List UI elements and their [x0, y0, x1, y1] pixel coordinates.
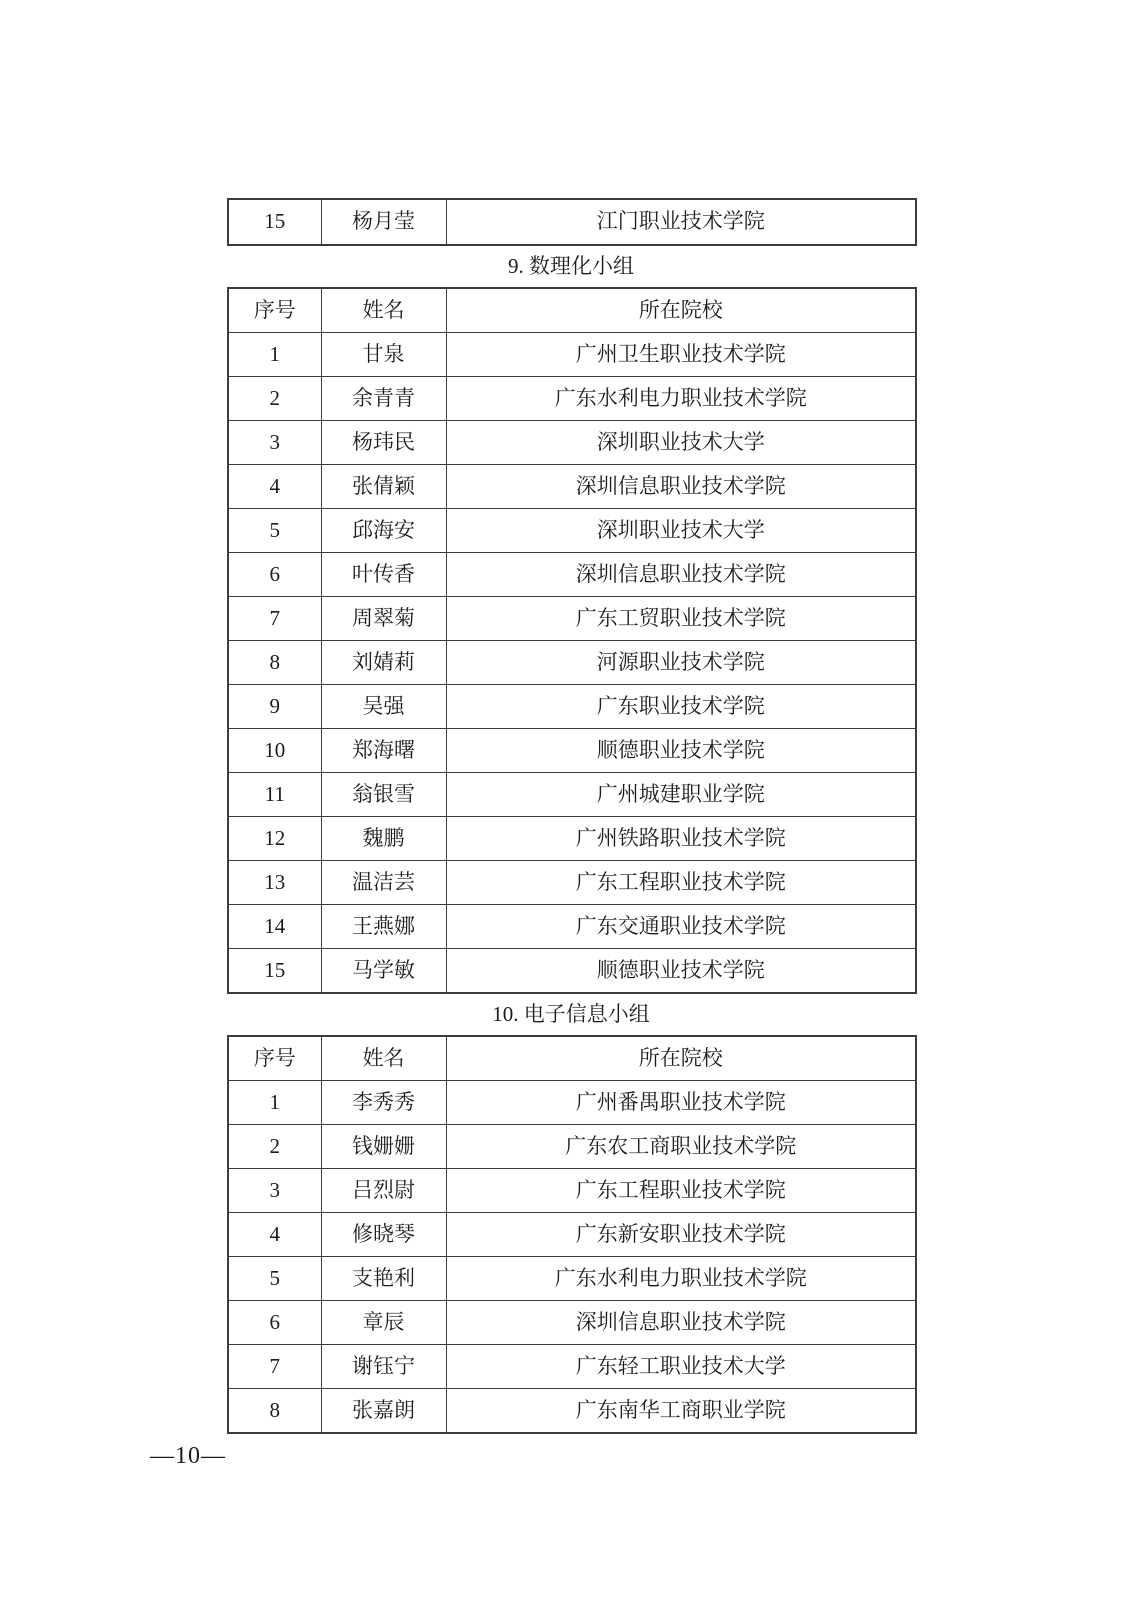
cell-school: 江门职业技术学院: [446, 199, 916, 245]
cell-name: 钱姗姗: [321, 1125, 446, 1169]
table-header-row: [228, 288, 916, 333]
table-row: [228, 729, 916, 773]
cell-serial: 13: [228, 861, 321, 905]
cell-serial: 15: [228, 199, 321, 245]
table-row: [228, 1345, 916, 1389]
cell-serial: 4: [228, 465, 321, 509]
cell-name: 章辰: [321, 1301, 446, 1345]
cell-school: 广东工贸职业技术学院: [446, 597, 916, 641]
group-10-table: [227, 1035, 917, 1434]
cell-school: 广东工程职业技术学院: [446, 861, 916, 905]
table-row: [228, 641, 916, 685]
cell-name: 王燕娜: [321, 905, 446, 949]
cell-serial: 2: [228, 1125, 321, 1169]
cell-name: 邱海安: [321, 509, 446, 553]
header-serial: 序号: [228, 288, 321, 333]
table-row: [228, 553, 916, 597]
cell-serial: 2: [228, 377, 321, 421]
table-row: [228, 199, 916, 245]
header-school: 所在院校: [446, 1036, 916, 1081]
cell-name: 叶传香: [321, 553, 446, 597]
cell-serial: 11: [228, 773, 321, 817]
section-9-title: 9. 数理化小组: [508, 254, 634, 278]
cell-school: 深圳职业技术大学: [446, 421, 916, 465]
cell-name: 刘婧莉: [321, 641, 446, 685]
cell-school: 广东新安职业技术学院: [446, 1213, 916, 1257]
table-row: [228, 1389, 916, 1434]
cell-school: 深圳信息职业技术学院: [446, 553, 916, 597]
cell-school: 广州铁路职业技术学院: [446, 817, 916, 861]
table-row: [228, 1169, 916, 1213]
cell-school: 广东水利电力职业技术学院: [446, 1257, 916, 1301]
cell-serial: 1: [228, 1081, 321, 1125]
cell-serial: 8: [228, 641, 321, 685]
cell-name: 温洁芸: [321, 861, 446, 905]
cell-name: 甘泉: [321, 333, 446, 377]
table-row: [228, 949, 916, 994]
cell-school: 广州卫生职业技术学院: [446, 333, 916, 377]
table-header-row: [228, 1036, 916, 1081]
cell-school: 广东工程职业技术学院: [446, 1169, 916, 1213]
table-row: [228, 421, 916, 465]
table-row: [228, 333, 916, 377]
table-row: [228, 465, 916, 509]
cell-serial: 9: [228, 685, 321, 729]
cell-school: 广东轻工职业技术大学: [446, 1345, 916, 1389]
cell-school: 广东水利电力职业技术学院: [446, 377, 916, 421]
cell-school: 广州城建职业学院: [446, 773, 916, 817]
cell-serial: 3: [228, 421, 321, 465]
table-row: [228, 861, 916, 905]
header-name: 姓名: [321, 1036, 446, 1081]
cell-school: 顺德职业技术学院: [446, 729, 916, 773]
table-row: [228, 1081, 916, 1125]
page-number: —10—: [150, 1443, 226, 1469]
cell-serial: 6: [228, 1301, 321, 1345]
cell-school: 顺德职业技术学院: [446, 949, 916, 994]
table-row: [228, 817, 916, 861]
cell-name: 郑海曙: [321, 729, 446, 773]
cell-school: 河源职业技术学院: [446, 641, 916, 685]
cell-name: 吴强: [321, 685, 446, 729]
table-row: [228, 509, 916, 553]
cell-serial: 1: [228, 333, 321, 377]
table-row: [228, 685, 916, 729]
content-column: [227, 198, 915, 1434]
cell-name: 翁银雪: [321, 773, 446, 817]
header-name: 姓名: [321, 288, 446, 333]
cell-serial: 15: [228, 949, 321, 994]
cell-serial: 12: [228, 817, 321, 861]
cell-school: 深圳信息职业技术学院: [446, 465, 916, 509]
table-row: [228, 1257, 916, 1301]
cell-school: 深圳信息职业技术学院: [446, 1301, 916, 1345]
group-9-table: [227, 287, 917, 994]
cell-school: 广东农工商职业技术学院: [446, 1125, 916, 1169]
cell-school: 广东职业技术学院: [446, 685, 916, 729]
cell-serial: 8: [228, 1389, 321, 1434]
cell-school: 深圳职业技术大学: [446, 509, 916, 553]
cell-name: 周翠菊: [321, 597, 446, 641]
cell-name: 杨月莹: [321, 199, 446, 245]
cell-serial: 3: [228, 1169, 321, 1213]
group-8-continuation-table: [227, 198, 917, 246]
cell-serial: 10: [228, 729, 321, 773]
cell-name: 谢钰宁: [321, 1345, 446, 1389]
table-row: [228, 1125, 916, 1169]
cell-school: 广东南华工商职业学院: [446, 1389, 916, 1434]
cell-serial: 7: [228, 1345, 321, 1389]
cell-serial: 5: [228, 509, 321, 553]
cell-name: 李秀秀: [321, 1081, 446, 1125]
table-row: [228, 905, 916, 949]
cell-school: 广州番禺职业技术学院: [446, 1081, 916, 1125]
cell-name: 张嘉朗: [321, 1389, 446, 1434]
cell-serial: 6: [228, 553, 321, 597]
section-10-title: 10. 电子信息小组: [492, 1002, 650, 1026]
cell-name: 支艳利: [321, 1257, 446, 1301]
cell-serial: 5: [228, 1257, 321, 1301]
table-row: [228, 597, 916, 641]
cell-serial: 4: [228, 1213, 321, 1257]
cell-name: 马学敏: [321, 949, 446, 994]
cell-name: 余青青: [321, 377, 446, 421]
cell-name: 张倩颖: [321, 465, 446, 509]
cell-school: 广东交通职业技术学院: [446, 905, 916, 949]
cell-name: 杨玮民: [321, 421, 446, 465]
table-row: [228, 773, 916, 817]
header-school: 所在院校: [446, 288, 916, 333]
header-serial: 序号: [228, 1036, 321, 1081]
table-row: [228, 1213, 916, 1257]
cell-serial: 7: [228, 597, 321, 641]
cell-name: 吕烈尉: [321, 1169, 446, 1213]
cell-serial: 14: [228, 905, 321, 949]
cell-name: 修晓琴: [321, 1213, 446, 1257]
table-row: [228, 377, 916, 421]
cell-name: 魏鹏: [321, 817, 446, 861]
table-row: [228, 1301, 916, 1345]
